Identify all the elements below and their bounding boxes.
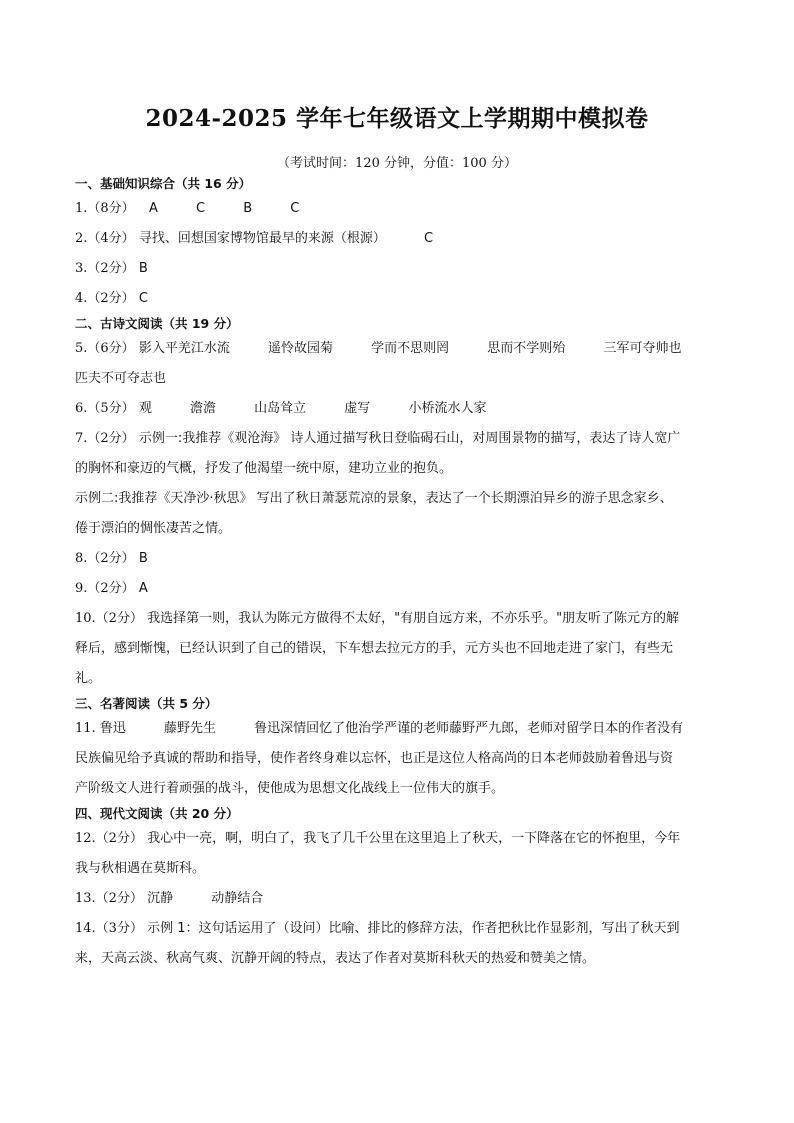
answer-value: 遥怜故园菊 bbox=[267, 341, 333, 356]
answer-text-line: 礼。 bbox=[75, 671, 102, 686]
question-number: 5.（6分） bbox=[75, 341, 135, 356]
question-number: 3.（2分） bbox=[75, 261, 135, 276]
question-number: 9.（2分） bbox=[75, 581, 135, 596]
answer-text-line: 民族偏见给予真诚的帮助和指导，使作者终身难以忘怀，也正是这位人格高尚的日本老师鼓励着鲁迅与资 bbox=[75, 751, 674, 766]
answer-value: 学而不思则罔 bbox=[371, 341, 450, 356]
answer-q12 bbox=[75, 824, 725, 854]
answer-value: B bbox=[243, 201, 253, 216]
answer-value: 思而不学则殆 bbox=[487, 341, 566, 356]
answer-content bbox=[75, 174, 725, 974]
question-number: 1.（8分） bbox=[75, 201, 135, 216]
question-number: 11. bbox=[75, 721, 96, 736]
answer-value: 藤野先生 bbox=[163, 721, 216, 736]
answer-text: 我心中一亮，啊，明白了，我飞了几千公里在这里追上了秋天，一下降落在它的怀抱里，今年 bbox=[147, 831, 681, 846]
section-heading-3: 三、名著阅读（共 5 分） bbox=[75, 696, 218, 711]
answer-value: B bbox=[138, 261, 148, 276]
answer-q11 bbox=[75, 714, 725, 744]
answer-value: 小桥流水人家 bbox=[408, 401, 487, 416]
question-number: 2.（4分） bbox=[75, 231, 135, 246]
answer-text-line: 产阶级文人进行着顽强的战斗，使他成为思想文化战线上一位伟大的旗手。 bbox=[75, 781, 505, 796]
question-number: 6.（5分） bbox=[75, 401, 135, 416]
question-number: 8.（2分） bbox=[75, 551, 135, 566]
question-number: 13.（2分） bbox=[75, 891, 143, 906]
answer-q8 bbox=[75, 544, 725, 574]
answer-q13 bbox=[75, 884, 725, 914]
answer-value: 虚写 bbox=[344, 401, 371, 416]
answer-q7 bbox=[75, 424, 725, 454]
answer-value: B bbox=[138, 551, 148, 566]
answer-q6 bbox=[75, 394, 725, 424]
answer-text: 鲁迅深情回忆了他治学严谨的老师藤野严九郎，老师对留学日本的作者没有 bbox=[254, 721, 684, 736]
answer-text-line: 示例二:我推荐《天净沙·秋思》 写出了秋日萧瑟荒凉的景象，表达了一个长期漂泊异乡的游子思念家乡、 bbox=[75, 491, 673, 506]
answer-q5 bbox=[75, 334, 725, 364]
answer-text: 示例一:我推荐《观沧海》 诗人通过描写秋日登临碣石山，对周围景物的描写，表达了诗人宽广 bbox=[138, 431, 681, 446]
answer-value: 鲁迅 bbox=[99, 721, 126, 736]
answer-q5-continued: 匹夫不可夺志也 bbox=[75, 371, 167, 386]
answer-text: 我选择第一则，我认为陈元方做得不太好，"有朋自远方来，不亦乐乎。"朋友听了陈元方的解 bbox=[147, 611, 680, 626]
page-title: 2024-2025 学年七年级语文上学期期中模拟卷 bbox=[145, 105, 649, 132]
answer-value: 山岛耸立 bbox=[254, 401, 307, 416]
answer-value: 澹澹 bbox=[189, 401, 216, 416]
answer-value: C bbox=[423, 231, 434, 246]
answer-value: A bbox=[138, 581, 148, 596]
answer-value: C bbox=[196, 201, 206, 216]
answer-q9 bbox=[75, 574, 725, 604]
answer-text: 示例 1：这句话运用了（设问）比喻、排比的修辞方法，作者把秋比作显影剂，写出了秋天到 bbox=[147, 921, 680, 936]
section-heading-4: 四、现代文阅读（共 20 分） bbox=[75, 806, 239, 821]
section-heading-1: 一、基础知识综合（共 16 分） bbox=[75, 176, 252, 191]
answer-text-line: 来，天高云淡、秋高气爽、沉静开阔的特点，表达了作者对莫斯科秋天的热爱和赞美之情。 bbox=[75, 951, 596, 966]
answer-value: 影入平羌江水流 bbox=[138, 341, 230, 356]
answer-text: 寻找、回想国家博物馆最早的来源（根源） bbox=[138, 231, 386, 246]
answer-text-line: 我与秋相遇在莫斯科。 bbox=[75, 861, 206, 876]
question-number: 12.（2分） bbox=[75, 831, 143, 846]
answer-value: 动静结合 bbox=[211, 891, 264, 906]
answer-q2 bbox=[75, 224, 725, 254]
answer-value: 沉静 bbox=[147, 891, 174, 906]
question-number: 4.（2分） bbox=[75, 291, 135, 306]
answer-value: 三军可夺帅也 bbox=[603, 341, 682, 356]
answer-value: C bbox=[290, 201, 300, 216]
answer-value: C bbox=[138, 291, 148, 306]
answer-q14 bbox=[75, 914, 725, 944]
answer-q10 bbox=[75, 604, 725, 634]
answer-value: A bbox=[148, 201, 158, 216]
answer-q4 bbox=[75, 284, 725, 314]
answer-value: 观 bbox=[138, 401, 152, 416]
page-subtitle: （考试时间：120 分钟，分值：100 分） bbox=[277, 156, 517, 171]
answer-text-line: 的胸怀和豪迈的气概，抒发了他渴望一统中原，建功立业的抱负。 bbox=[75, 461, 453, 476]
question-number: 7.（2分） bbox=[75, 431, 135, 446]
answer-q3 bbox=[75, 254, 725, 284]
question-number: 14.（3分） bbox=[75, 921, 143, 936]
answer-text-line: 倦于漂泊的惆怅凄苦之情。 bbox=[75, 521, 232, 536]
question-number: 10.（2分） bbox=[75, 611, 143, 626]
answer-text-line: 释后，感到惭愧，已经认识到了自己的错误，下车想去拉元方的手，元方头也不回地走进了家门，有些无 bbox=[75, 641, 674, 656]
section-heading-2: 二、古诗文阅读（共 19 分） bbox=[75, 316, 239, 331]
answer-q1 bbox=[75, 194, 725, 224]
